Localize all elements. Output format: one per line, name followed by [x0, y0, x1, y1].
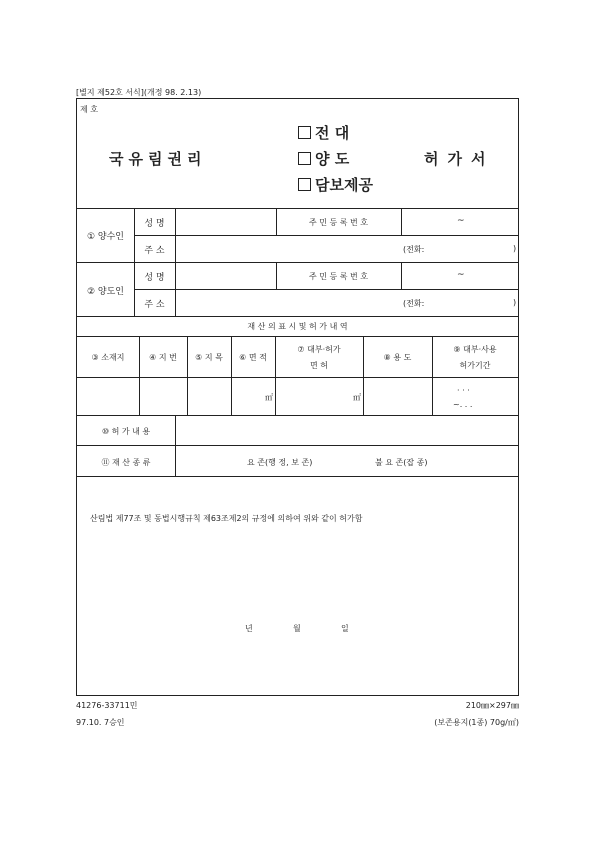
serial-label: 제 호	[80, 105, 98, 114]
checkbox-sublease[interactable]	[298, 126, 311, 139]
permit-form	[76, 98, 519, 696]
period-start: · · ·	[457, 386, 470, 395]
area-unit: ㎡	[265, 393, 273, 402]
transferor-phone-label: (전화:	[403, 299, 425, 308]
date-day: 일	[341, 624, 349, 633]
lot-number-field[interactable]	[141, 379, 185, 413]
col-lot-number: ④ 지 번	[149, 353, 177, 362]
date-month: 월	[293, 624, 301, 633]
option-sublease: 전 대	[298, 122, 349, 143]
footer-code: 41276-33711민	[76, 701, 138, 710]
permit-content-label: ⑩ 허 가 내 용	[101, 427, 151, 436]
option-collateral: 담보제공	[298, 174, 373, 195]
permit-statement: 산림법 제77조 및 동법시행규칙 제63조제2의 규정에 의하여 위와 같이 허가함	[90, 514, 363, 523]
footer-approval: 97.10. 7승인	[76, 718, 125, 727]
transferee-address-field[interactable]	[177, 238, 397, 260]
transferor-address-label: 주 소	[144, 300, 165, 310]
col-land-category: ⑤ 지 목	[195, 353, 223, 362]
transferor-rrn-separator: ~	[457, 270, 465, 280]
transferee-address-label: 주 소	[144, 246, 165, 256]
property-section-title: 재 산 의 표 시 및 허 가 내 역	[247, 322, 348, 331]
land-category-field[interactable]	[189, 379, 229, 413]
footer-paper: (보존용지(1종) 70g/㎡)	[434, 718, 519, 727]
col-location: ③ 소재지	[91, 353, 125, 362]
transferor-phone-close: )	[513, 298, 517, 307]
title-right: 허가서	[424, 150, 495, 168]
transferee-name-label: 성 명	[144, 219, 165, 229]
footer-size: 210㎜×297㎜	[465, 701, 519, 710]
transferor-label: ② 양도인	[86, 287, 124, 297]
transferee-rrn-separator: ~	[457, 216, 465, 226]
property-type-required: 요 존(행 정, 보 존)	[247, 458, 313, 467]
transferor-name-label: 성 명	[144, 273, 165, 283]
col-area: ⑥ 면 적	[239, 353, 267, 362]
title-left: 국유림권리	[109, 150, 207, 168]
lease-area-unit: ㎡	[353, 393, 361, 402]
transferee-phone-close: )	[513, 244, 517, 253]
property-type-unneeded: 불 요 존(잡 종)	[375, 458, 428, 467]
option-transfer: 양 도	[298, 148, 349, 169]
transferor-rrn-label: 주 민 등 록 번 호	[308, 272, 369, 281]
checkbox-transfer[interactable]	[298, 152, 311, 165]
transferor-address-field[interactable]	[177, 292, 397, 314]
col-lease-permit: ⑦ 대부·허가	[297, 345, 341, 354]
transferee-phone-label: (전화:	[403, 245, 425, 254]
date-year: 년	[245, 624, 253, 633]
col-purpose: ⑧ 용 도	[383, 353, 412, 362]
col-lease-permit-area: 면 허	[310, 361, 328, 370]
property-type-label: ⑪ 재 산 종 류	[101, 458, 151, 467]
transferee-label: ① 양수인	[86, 232, 124, 242]
col-lease-use: ⑨ 대부·사용	[453, 345, 497, 354]
permit-content-field[interactable]	[177, 417, 516, 443]
form-number: [별지 제52호 서식](개정 98. 2.13)	[76, 88, 202, 97]
checkbox-collateral[interactable]	[298, 178, 311, 191]
transferee-name-field[interactable]	[177, 211, 273, 233]
purpose-field[interactable]	[365, 379, 430, 413]
transferor-name-field[interactable]	[177, 265, 273, 287]
col-permit-period: 허가기간	[459, 361, 491, 370]
location-field[interactable]	[79, 379, 137, 413]
period-end: ~. . .	[453, 400, 473, 409]
transferee-rrn-label: 주 민 등 록 번 호	[308, 218, 369, 227]
